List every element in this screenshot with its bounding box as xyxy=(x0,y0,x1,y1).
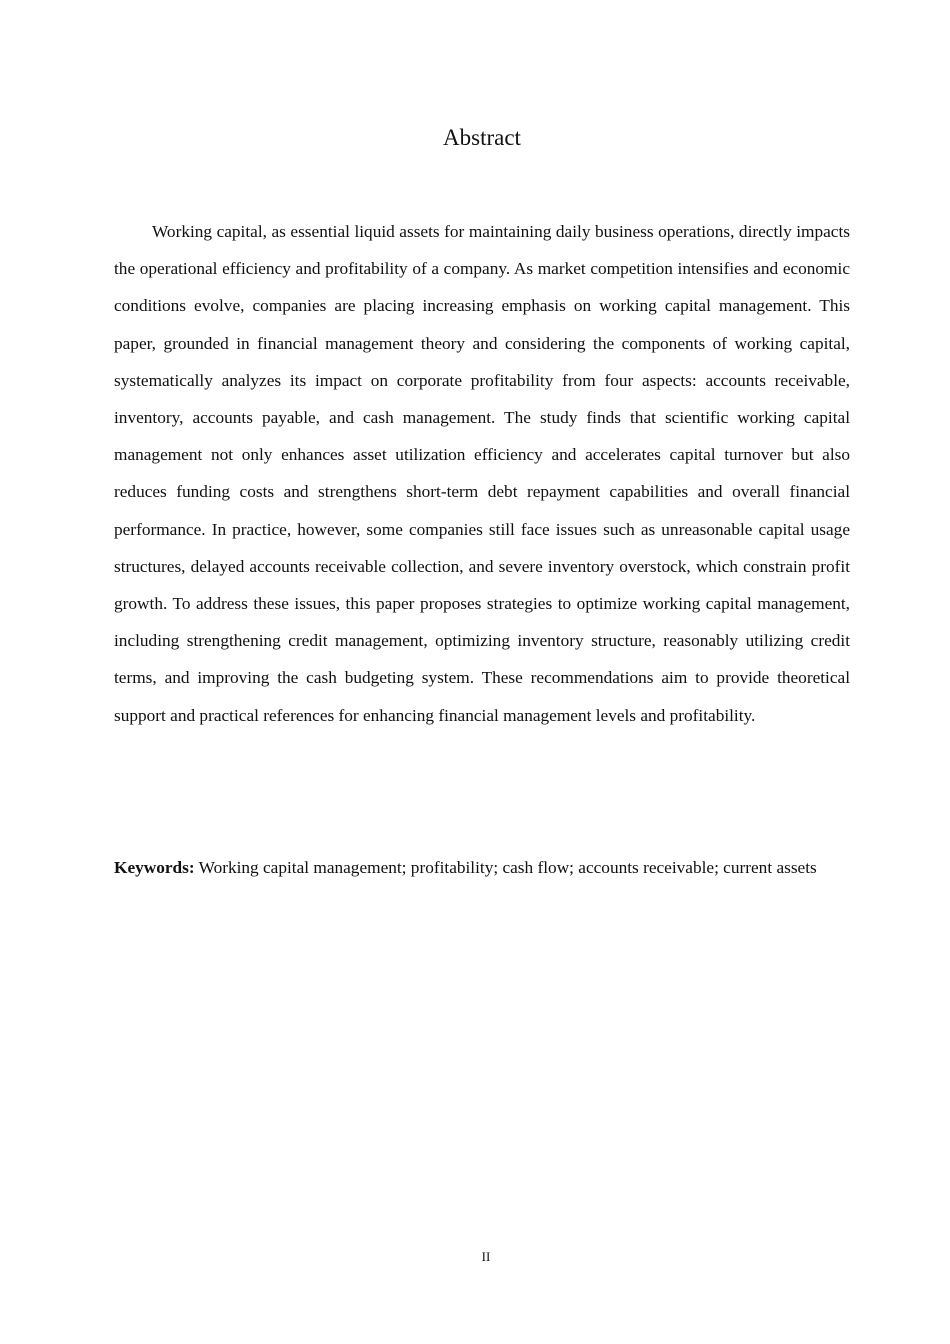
keywords-label: Keywords: xyxy=(114,858,195,877)
abstract-body: Working capital, as essential liquid assets for maintaining daily business operations, directly impacts the operational efficiency and profitability of a company. As market competition intensifies and economic conditions evolve, companies are placing increasing emphasis on working capital management. This paper, grounded in financial management theory and considering the components of working capital, systematically analyzes its impact on corporate profitability from four aspects: accounts receivable, inventory, accounts payable, and cash management. The study finds that scientific working capital management not only enhances asset utilization efficiency and accelerates capital turnover but also reduces funding costs and strengthens short-term debt repayment capabilities and overall financial performance. In practice, however, some companies still face issues such as unreasonable capital usage structures, delayed accounts receivable collection, and severe inventory overstock, which constrain profit growth. To address these issues, this paper proposes strategies to optimize working capital management, including strengthening credit management, optimizing inventory structure, reasonably utilizing credit terms, and improving the cash budgeting system. These recommendations aim to provide theoretical support and practical references for enhancing financial management levels and profitability. xyxy=(114,222,850,725)
keywords-text: Working capital management; profitability; cash flow; accounts receivable; current assets xyxy=(194,858,817,877)
abstract-title: Abstract xyxy=(443,125,521,150)
page-number: II xyxy=(481,1249,491,1264)
keywords-line xyxy=(114,850,850,885)
